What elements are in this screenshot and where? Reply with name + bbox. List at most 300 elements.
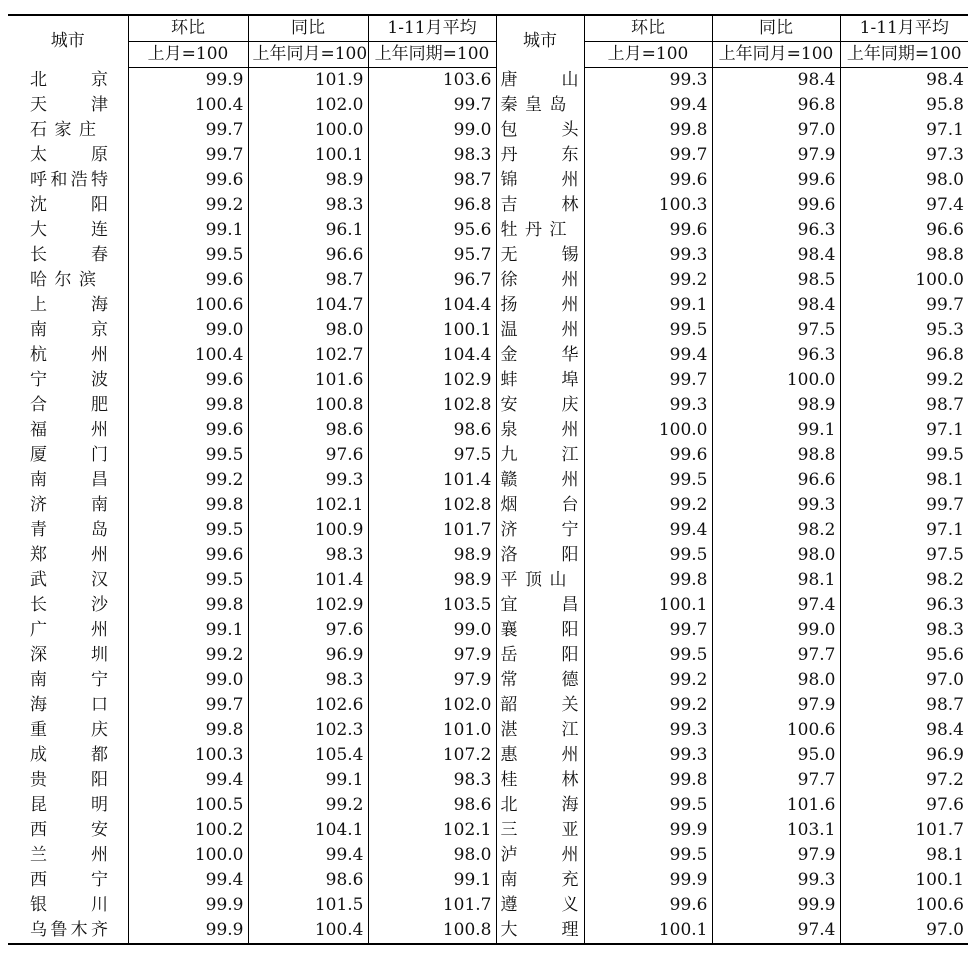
ytd-value-right: 100.1 bbox=[840, 868, 968, 893]
ytd-value-right: 98.4 bbox=[840, 68, 968, 94]
ytd-value-left: 102.0 bbox=[368, 693, 496, 718]
yoy-value-left: 102.6 bbox=[248, 693, 368, 718]
yoy-value-left: 98.9 bbox=[248, 168, 368, 193]
ytd-value-right: 98.7 bbox=[840, 693, 968, 718]
city-name-right bbox=[496, 593, 584, 618]
mom-value-left: 99.4 bbox=[128, 868, 248, 893]
city-label: 洛阳 bbox=[500, 545, 579, 565]
city-label: 郑州 bbox=[30, 545, 108, 565]
table-row bbox=[8, 93, 968, 118]
ytd-value-left: 95.7 bbox=[368, 243, 496, 268]
ytd-value-right: 97.5 bbox=[840, 543, 968, 568]
mom-value-left: 99.5 bbox=[128, 568, 248, 593]
city-name-right bbox=[496, 543, 584, 568]
mom-value-left: 99.8 bbox=[128, 718, 248, 743]
table-row bbox=[8, 393, 968, 418]
yoy-value-left: 102.3 bbox=[248, 718, 368, 743]
yoy-value-left: 99.3 bbox=[248, 468, 368, 493]
city-name-left bbox=[8, 468, 128, 493]
mom-value-left: 99.0 bbox=[128, 668, 248, 693]
city-label: 丹东 bbox=[500, 145, 579, 165]
city-label: 泸州 bbox=[500, 845, 579, 865]
header-ytd-left: 1-11月平均 bbox=[368, 15, 496, 42]
city-name-left bbox=[8, 793, 128, 818]
ytd-value-left: 98.3 bbox=[368, 768, 496, 793]
city-label: 烟台 bbox=[500, 495, 579, 515]
table-row bbox=[8, 693, 968, 718]
mom-value-right: 99.7 bbox=[584, 143, 712, 168]
ytd-value-right: 95.6 bbox=[840, 643, 968, 668]
yoy-value-right: 99.0 bbox=[712, 618, 840, 643]
city-name-right bbox=[496, 518, 584, 543]
mom-value-right: 99.6 bbox=[584, 443, 712, 468]
yoy-value-left: 101.4 bbox=[248, 568, 368, 593]
city-label: 赣州 bbox=[500, 470, 579, 490]
city-name-right bbox=[496, 643, 584, 668]
yoy-value-right: 96.8 bbox=[712, 93, 840, 118]
yoy-value-right: 103.1 bbox=[712, 818, 840, 843]
mom-value-right: 99.3 bbox=[584, 743, 712, 768]
city-name-left bbox=[8, 243, 128, 268]
ytd-value-left: 107.2 bbox=[368, 743, 496, 768]
city-name-left bbox=[8, 168, 128, 193]
city-name-left bbox=[8, 568, 128, 593]
city-name-left bbox=[8, 443, 128, 468]
table-row bbox=[8, 218, 968, 243]
ytd-value-left: 98.9 bbox=[368, 543, 496, 568]
city-label: 重庆 bbox=[30, 720, 108, 740]
yoy-value-right: 97.5 bbox=[712, 318, 840, 343]
city-name-left bbox=[8, 93, 128, 118]
mom-value-right: 99.8 bbox=[584, 768, 712, 793]
header-yoy-base-left: 上年同月=100 bbox=[248, 42, 368, 68]
yoy-value-right: 98.1 bbox=[712, 568, 840, 593]
mom-value-right: 99.6 bbox=[584, 893, 712, 918]
city-label: 常德 bbox=[500, 670, 579, 690]
price-index-table bbox=[8, 14, 968, 945]
yoy-value-left: 102.1 bbox=[248, 493, 368, 518]
city-label: 长春 bbox=[30, 245, 108, 265]
city-label: 南昌 bbox=[30, 470, 108, 490]
city-label: 金华 bbox=[500, 345, 579, 365]
yoy-value-right: 97.4 bbox=[712, 593, 840, 618]
mom-value-left: 99.6 bbox=[128, 418, 248, 443]
city-name-right bbox=[496, 893, 584, 918]
table-row bbox=[8, 893, 968, 918]
yoy-value-right: 98.4 bbox=[712, 293, 840, 318]
yoy-value-left: 105.4 bbox=[248, 743, 368, 768]
mom-value-left: 99.6 bbox=[128, 368, 248, 393]
city-name-right bbox=[496, 143, 584, 168]
city-name-right bbox=[496, 693, 584, 718]
city-label: 平顶山 bbox=[500, 570, 573, 590]
mom-value-left: 100.4 bbox=[128, 343, 248, 368]
yoy-value-right: 96.3 bbox=[712, 218, 840, 243]
ytd-value-right: 100.0 bbox=[840, 268, 968, 293]
city-name-right bbox=[496, 318, 584, 343]
city-name-left bbox=[8, 268, 128, 293]
city-name-right bbox=[496, 768, 584, 793]
mom-value-left: 100.4 bbox=[128, 93, 248, 118]
city-label: 北京 bbox=[30, 69, 108, 90]
city-name-left bbox=[8, 368, 128, 393]
city-name-left bbox=[8, 893, 128, 918]
table-row bbox=[8, 168, 968, 193]
ytd-value-left: 97.9 bbox=[368, 643, 496, 668]
city-name-right bbox=[496, 293, 584, 318]
header-ytd-right: 1-11月平均 bbox=[840, 15, 968, 42]
mom-value-right: 99.5 bbox=[584, 468, 712, 493]
mom-value-left: 99.8 bbox=[128, 493, 248, 518]
mom-value-right: 99.8 bbox=[584, 568, 712, 593]
city-label: 南宁 bbox=[30, 670, 108, 690]
mom-value-left: 99.4 bbox=[128, 768, 248, 793]
yoy-value-left: 102.0 bbox=[248, 93, 368, 118]
city-label: 南充 bbox=[500, 870, 579, 890]
mom-value-right: 99.5 bbox=[584, 543, 712, 568]
city-name-right bbox=[496, 743, 584, 768]
ytd-value-right: 99.2 bbox=[840, 368, 968, 393]
yoy-value-right: 98.0 bbox=[712, 668, 840, 693]
mom-value-left: 100.3 bbox=[128, 743, 248, 768]
ytd-value-left: 99.7 bbox=[368, 93, 496, 118]
city-name-left bbox=[8, 393, 128, 418]
yoy-value-left: 102.9 bbox=[248, 593, 368, 618]
mom-value-right: 99.5 bbox=[584, 843, 712, 868]
city-name-right bbox=[496, 243, 584, 268]
city-label: 天津 bbox=[30, 95, 108, 115]
ytd-value-right: 95.3 bbox=[840, 318, 968, 343]
city-name-left bbox=[8, 218, 128, 243]
city-label: 昆明 bbox=[30, 795, 108, 815]
city-name-left bbox=[8, 418, 128, 443]
mom-value-left: 99.7 bbox=[128, 693, 248, 718]
city-name-left bbox=[8, 118, 128, 143]
ytd-value-right: 101.7 bbox=[840, 818, 968, 843]
table-row bbox=[8, 593, 968, 618]
mom-value-left: 99.6 bbox=[128, 543, 248, 568]
city-label: 海口 bbox=[30, 695, 108, 715]
yoy-value-right: 99.9 bbox=[712, 893, 840, 918]
mom-value-right: 100.0 bbox=[584, 418, 712, 443]
table-row bbox=[8, 318, 968, 343]
ytd-value-right: 95.8 bbox=[840, 93, 968, 118]
mom-value-right: 100.3 bbox=[584, 193, 712, 218]
yoy-value-left: 97.6 bbox=[248, 443, 368, 468]
city-label: 湛江 bbox=[500, 720, 579, 740]
ytd-value-left: 102.8 bbox=[368, 393, 496, 418]
city-label: 乌鲁木齐 bbox=[30, 920, 108, 940]
mom-value-left: 100.0 bbox=[128, 843, 248, 868]
mom-value-right: 99.5 bbox=[584, 793, 712, 818]
city-label: 宁波 bbox=[30, 370, 108, 390]
ytd-value-right: 99.7 bbox=[840, 493, 968, 518]
ytd-value-right: 97.1 bbox=[840, 118, 968, 143]
ytd-value-left: 97.9 bbox=[368, 668, 496, 693]
mom-value-left: 99.6 bbox=[128, 268, 248, 293]
mom-value-left: 99.6 bbox=[128, 168, 248, 193]
city-label: 牡丹江 bbox=[500, 220, 573, 240]
mom-value-right: 100.1 bbox=[584, 593, 712, 618]
mom-value-left: 99.2 bbox=[128, 193, 248, 218]
table-row bbox=[8, 118, 968, 143]
yoy-value-left: 104.7 bbox=[248, 293, 368, 318]
mom-value-right: 99.5 bbox=[584, 643, 712, 668]
city-name-right bbox=[496, 93, 584, 118]
city-name-left bbox=[8, 643, 128, 668]
city-label: 石家庄 bbox=[30, 120, 102, 140]
city-label: 广州 bbox=[30, 620, 108, 640]
table-row bbox=[8, 68, 968, 94]
mom-value-left: 99.8 bbox=[128, 393, 248, 418]
city-label: 青岛 bbox=[30, 520, 108, 540]
city-label: 济南 bbox=[30, 495, 108, 515]
yoy-value-left: 96.1 bbox=[248, 218, 368, 243]
header-city-right: 城市 bbox=[496, 15, 584, 68]
city-name-right bbox=[496, 468, 584, 493]
city-name-left bbox=[8, 293, 128, 318]
ytd-value-right: 97.1 bbox=[840, 518, 968, 543]
yoy-value-right: 97.0 bbox=[712, 118, 840, 143]
city-label: 兰州 bbox=[30, 845, 108, 865]
header-city-left: 城市 bbox=[8, 15, 128, 68]
table-body bbox=[8, 68, 968, 945]
mom-value-right: 99.2 bbox=[584, 668, 712, 693]
ytd-value-left: 96.8 bbox=[368, 193, 496, 218]
city-label: 吉林 bbox=[500, 195, 579, 215]
ytd-value-right: 96.9 bbox=[840, 743, 968, 768]
yoy-value-left: 98.6 bbox=[248, 868, 368, 893]
table-row bbox=[8, 718, 968, 743]
ytd-value-left: 103.6 bbox=[368, 68, 496, 94]
city-name-right bbox=[496, 668, 584, 693]
ytd-value-left: 100.8 bbox=[368, 918, 496, 944]
table-row bbox=[8, 243, 968, 268]
ytd-value-right: 98.8 bbox=[840, 243, 968, 268]
city-label: 贵阳 bbox=[30, 770, 108, 790]
mom-value-right: 99.3 bbox=[584, 68, 712, 94]
ytd-value-left: 100.1 bbox=[368, 318, 496, 343]
yoy-value-right: 97.7 bbox=[712, 768, 840, 793]
ytd-value-left: 98.3 bbox=[368, 143, 496, 168]
yoy-value-right: 98.5 bbox=[712, 268, 840, 293]
mom-value-right: 99.9 bbox=[584, 818, 712, 843]
yoy-value-left: 98.7 bbox=[248, 268, 368, 293]
city-label: 岳阳 bbox=[500, 645, 579, 665]
ytd-value-left: 99.0 bbox=[368, 618, 496, 643]
mom-value-right: 99.4 bbox=[584, 343, 712, 368]
table-row bbox=[8, 918, 968, 944]
yoy-value-left: 100.9 bbox=[248, 518, 368, 543]
city-label: 三亚 bbox=[500, 820, 579, 840]
city-name-right bbox=[496, 193, 584, 218]
mom-value-right: 99.1 bbox=[584, 293, 712, 318]
yoy-value-right: 96.3 bbox=[712, 343, 840, 368]
yoy-value-right: 97.9 bbox=[712, 693, 840, 718]
table-row bbox=[8, 668, 968, 693]
mom-value-left: 99.7 bbox=[128, 143, 248, 168]
header-mom-base-right: 上月=100 bbox=[584, 42, 712, 68]
city-name-right bbox=[496, 418, 584, 443]
yoy-value-right: 100.0 bbox=[712, 368, 840, 393]
table-row bbox=[8, 543, 968, 568]
city-label: 遵义 bbox=[500, 895, 579, 915]
yoy-value-right: 97.7 bbox=[712, 643, 840, 668]
header-mom-left: 环比 bbox=[128, 15, 248, 42]
city-label: 成都 bbox=[30, 745, 108, 765]
table-row bbox=[8, 143, 968, 168]
ytd-value-right: 98.0 bbox=[840, 168, 968, 193]
city-name-left bbox=[8, 318, 128, 343]
ytd-value-left: 101.7 bbox=[368, 893, 496, 918]
yoy-value-right: 99.6 bbox=[712, 193, 840, 218]
city-label: 呼和浩特 bbox=[30, 170, 108, 190]
ytd-value-left: 104.4 bbox=[368, 343, 496, 368]
city-name-right bbox=[496, 493, 584, 518]
ytd-value-right: 97.4 bbox=[840, 193, 968, 218]
mom-value-left: 100.6 bbox=[128, 293, 248, 318]
yoy-value-right: 99.3 bbox=[712, 493, 840, 518]
header-yoy-left: 同比 bbox=[248, 15, 368, 42]
ytd-value-left: 99.0 bbox=[368, 118, 496, 143]
yoy-value-left: 102.7 bbox=[248, 343, 368, 368]
city-label: 泉州 bbox=[500, 420, 579, 440]
table-row bbox=[8, 518, 968, 543]
city-label: 长沙 bbox=[30, 595, 108, 615]
mom-value-left: 99.9 bbox=[128, 68, 248, 94]
mom-value-left: 100.2 bbox=[128, 818, 248, 843]
ytd-value-left: 98.7 bbox=[368, 168, 496, 193]
table-row bbox=[8, 793, 968, 818]
city-name-right bbox=[496, 793, 584, 818]
ytd-value-left: 98.6 bbox=[368, 418, 496, 443]
ytd-value-right: 96.6 bbox=[840, 218, 968, 243]
yoy-value-left: 99.4 bbox=[248, 843, 368, 868]
city-label: 哈尔滨 bbox=[30, 270, 102, 290]
city-name-left bbox=[8, 743, 128, 768]
yoy-value-right: 100.6 bbox=[712, 718, 840, 743]
city-name-left bbox=[8, 718, 128, 743]
table-row bbox=[8, 618, 968, 643]
yoy-value-left: 99.1 bbox=[248, 768, 368, 793]
city-label: 厦门 bbox=[30, 445, 108, 465]
yoy-value-left: 98.3 bbox=[248, 193, 368, 218]
ytd-value-right: 98.2 bbox=[840, 568, 968, 593]
yoy-value-right: 96.6 bbox=[712, 468, 840, 493]
city-label: 西安 bbox=[30, 820, 108, 840]
yoy-value-left: 98.3 bbox=[248, 543, 368, 568]
mom-value-left: 99.1 bbox=[128, 218, 248, 243]
header-ytd-base-left: 上年同期=100 bbox=[368, 42, 496, 68]
mom-value-left: 99.7 bbox=[128, 118, 248, 143]
city-name-left bbox=[8, 68, 128, 94]
city-name-right bbox=[496, 393, 584, 418]
mom-value-right: 99.6 bbox=[584, 168, 712, 193]
header-ytd-base-right: 上年同期=100 bbox=[840, 42, 968, 68]
yoy-value-left: 100.0 bbox=[248, 118, 368, 143]
yoy-value-left: 98.3 bbox=[248, 668, 368, 693]
table-header bbox=[8, 15, 968, 68]
city-label: 宜昌 bbox=[500, 595, 579, 615]
ytd-value-right: 100.6 bbox=[840, 893, 968, 918]
city-label: 锦州 bbox=[500, 170, 579, 190]
city-name-right bbox=[496, 343, 584, 368]
city-label: 襄阳 bbox=[500, 620, 579, 640]
yoy-value-left: 101.6 bbox=[248, 368, 368, 393]
table-row bbox=[8, 843, 968, 868]
city-label: 武汉 bbox=[30, 570, 108, 590]
mom-value-left: 99.9 bbox=[128, 918, 248, 944]
mom-value-right: 99.2 bbox=[584, 693, 712, 718]
city-label: 沈阳 bbox=[30, 195, 108, 215]
yoy-value-left: 96.9 bbox=[248, 643, 368, 668]
mom-value-left: 99.1 bbox=[128, 618, 248, 643]
table-row bbox=[8, 743, 968, 768]
ytd-value-left: 103.5 bbox=[368, 593, 496, 618]
city-name-right bbox=[496, 368, 584, 393]
ytd-value-left: 102.9 bbox=[368, 368, 496, 393]
table-row bbox=[8, 368, 968, 393]
table-row bbox=[8, 643, 968, 668]
city-label: 银川 bbox=[30, 895, 108, 915]
city-name-right bbox=[496, 168, 584, 193]
city-name-left bbox=[8, 618, 128, 643]
mom-value-left: 99.5 bbox=[128, 443, 248, 468]
table-row bbox=[8, 868, 968, 893]
ytd-value-left: 98.0 bbox=[368, 843, 496, 868]
mom-value-left: 99.5 bbox=[128, 518, 248, 543]
yoy-value-left: 101.5 bbox=[248, 893, 368, 918]
table-row bbox=[8, 418, 968, 443]
city-label: 惠州 bbox=[500, 745, 579, 765]
ytd-value-left: 102.1 bbox=[368, 818, 496, 843]
yoy-value-left: 99.2 bbox=[248, 793, 368, 818]
yoy-value-right: 95.0 bbox=[712, 743, 840, 768]
ytd-value-right: 97.2 bbox=[840, 768, 968, 793]
city-name-left bbox=[8, 818, 128, 843]
mom-value-left: 99.2 bbox=[128, 468, 248, 493]
ytd-value-right: 97.1 bbox=[840, 418, 968, 443]
table-row bbox=[8, 443, 968, 468]
city-label: 西宁 bbox=[30, 870, 108, 890]
ytd-value-right: 99.7 bbox=[840, 293, 968, 318]
yoy-value-right: 97.9 bbox=[712, 843, 840, 868]
ytd-value-right: 98.4 bbox=[840, 718, 968, 743]
city-name-right bbox=[496, 843, 584, 868]
mom-value-right: 99.5 bbox=[584, 318, 712, 343]
table-row bbox=[8, 268, 968, 293]
mom-value-right: 99.6 bbox=[584, 218, 712, 243]
table-row bbox=[8, 493, 968, 518]
city-name-left bbox=[8, 493, 128, 518]
ytd-value-right: 97.6 bbox=[840, 793, 968, 818]
ytd-value-right: 96.8 bbox=[840, 343, 968, 368]
yoy-value-right: 98.2 bbox=[712, 518, 840, 543]
city-name-right bbox=[496, 868, 584, 893]
city-label: 无锡 bbox=[500, 245, 579, 265]
city-name-left bbox=[8, 518, 128, 543]
city-name-left bbox=[8, 768, 128, 793]
ytd-value-right: 98.1 bbox=[840, 468, 968, 493]
yoy-value-right: 97.4 bbox=[712, 918, 840, 944]
ytd-value-left: 97.5 bbox=[368, 443, 496, 468]
mom-value-right: 99.7 bbox=[584, 368, 712, 393]
yoy-value-left: 100.8 bbox=[248, 393, 368, 418]
city-name-left bbox=[8, 193, 128, 218]
header-mom-right: 环比 bbox=[584, 15, 712, 42]
ytd-value-right: 98.3 bbox=[840, 618, 968, 643]
city-label: 福州 bbox=[30, 420, 108, 440]
